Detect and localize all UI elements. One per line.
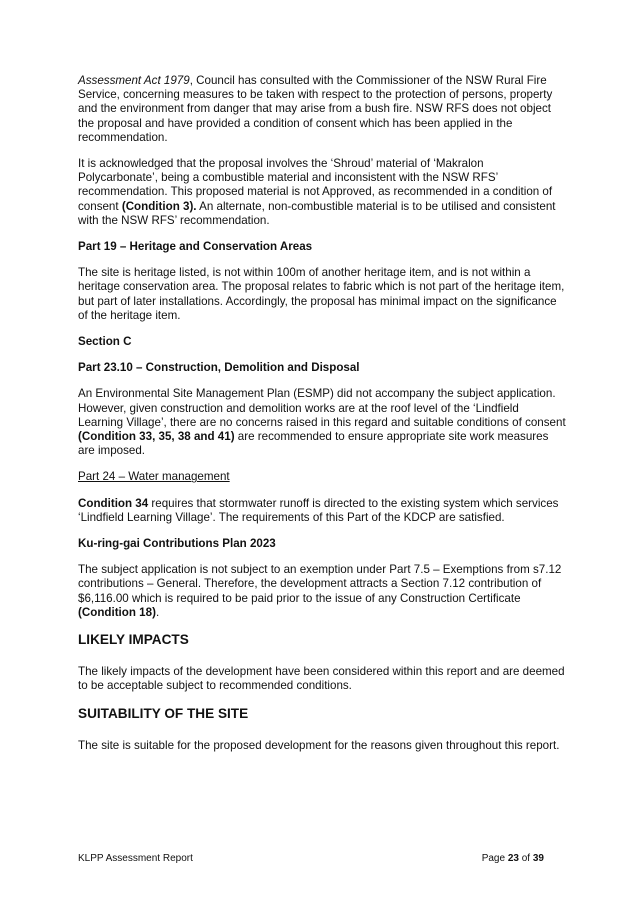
paragraph-heritage: The site is heritage listed, is not within 100m of another heritage item, and is not within a heritage conservation area. The proposal relates to fabric which is not part of the heritage item, but part of later installations. Accordingly, the proposal has minimal impact on the significance of the heritage item.: [78, 266, 565, 322]
heading-contributions-plan: Ku-ring-gai Contributions Plan 2023: [78, 537, 276, 551]
condition-reference: (Condition 3).: [121, 199, 197, 213]
act-title: Assessment Act 1979: [78, 74, 190, 87]
document-body: [78, 74, 566, 765]
paragraph-bushfire: Assessment Act 1979, Council has consulted with the Commissioner of the NSW Rural Fire Service, concerning measures to be taken with respect to the protection of persons, property and the environment from danger that may arise from a bush fire. NSW RFS does not object the proposal and have provided a condition of consent which has been applied in the recommendation.: [78, 74, 553, 144]
heading-part-23-10: Part 23.10 – Construction, Demolition and Disposal: [78, 361, 360, 375]
paragraph-likely-impacts: The likely impacts of the development have been considered within this report and are deemed to be acceptable subject to recommended conditions.: [78, 665, 565, 693]
paragraph-shroud-material: It is acknowledged that the proposal involves the ‘Shroud’ material of ‘Makralon Polycarbonate’, being a combustible material and inconsistent with the NSW RFS’ recommendation. This proposed material is not Approved, as recommended in a condition of consent (Condition 3). An alternate, non-combustible material is to be utilised and consistent with the NSW RFS’ recommendation.: [78, 157, 556, 227]
heading-part-19: Part 19 – Heritage and Conservation Areas: [78, 240, 313, 254]
footer-page-number: Page 23 of 39: [481, 853, 544, 864]
paragraph-esmp: An Environmental Site Management Plan (ESMP) did not accompany the subject application. However, given construction and demolition works are at the roof level of the ‘Lindfield Learning Village’, there are no concerns raised in this regard and suitable conditions of consent (Condition 33, 35, 38 and 41) are recommended to ensure appropriate site work measures are imposed.: [78, 387, 566, 458]
paragraph-suitability: The site is suitable for the proposed development for the reasons given throughout this report.: [78, 738, 560, 752]
condition-reference: (Condition 18): [78, 605, 156, 619]
heading-section-c: Section C: [78, 335, 132, 349]
footer-report-title: KLPP Assessment Report: [78, 853, 193, 864]
page-footer: [78, 853, 544, 864]
paragraph-contributions: The subject application is not subject to an exemption under Part 7.5 – Exemptions from s7.12 contributions – General. Therefore, the development attracts a Section 7.12 contribution of $6,116.00 which is required to be paid prior to the issue of any Construction Certificate (Condition 18).: [78, 563, 562, 619]
heading-suitability: SUITABILITY OF THE SITE: [78, 705, 249, 721]
condition-reference: Condition 34: [78, 496, 149, 510]
condition-reference: (Condition 33, 35, 38 and 41): [78, 430, 235, 444]
paragraph-stormwater: Condition 34 requires that stormwater runoff is directed to the existing system which services ‘Lindfield Learning Village’. The requirements of this Part of the KDCP are satisfied.: [78, 496, 559, 524]
heading-part-24: Part 24 – Water management: [78, 470, 230, 484]
heading-likely-impacts: LIKELY IMPACTS: [78, 632, 189, 648]
